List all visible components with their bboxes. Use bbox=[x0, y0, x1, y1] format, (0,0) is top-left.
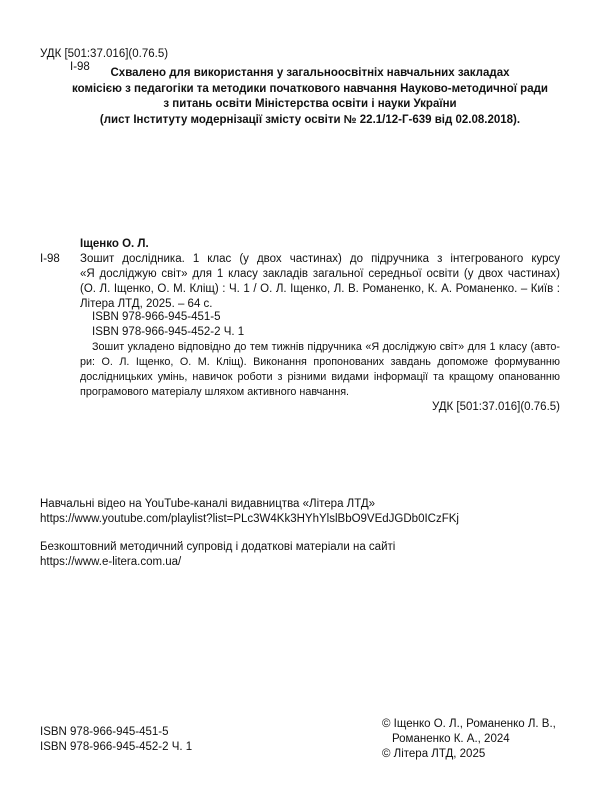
record-annotation bbox=[80, 340, 560, 400]
approval-statement bbox=[40, 66, 580, 128]
approval-line: (лист Інституту модернізації змісту освіти № 22.1/12-Г-639 від 02.08.2018). bbox=[99, 113, 521, 126]
footer-isbn: ISBN 978-966-945-451-5 bbox=[40, 726, 169, 738]
record-isbn-list bbox=[92, 310, 244, 340]
record-line: Літера ЛТД, 2025. – 64 с. bbox=[80, 298, 213, 310]
approval-line: комісією з педагогіки та методики початкового навчання Науково-методичної ради bbox=[72, 82, 548, 95]
bbk-index: І-98 bbox=[70, 61, 90, 73]
approval-line: з питань освіти Міністерства освіти і науки України bbox=[163, 98, 457, 110]
record-udk: УДК [501:37.016](0.76.5) bbox=[431, 401, 560, 413]
copyright-line: Романенко К. А., 2024 bbox=[392, 733, 510, 745]
footer-isbn: ISBN 978-966-945-452-2 Ч. 1 bbox=[40, 741, 193, 753]
copyright-line: © Літера ЛТД, 2025 bbox=[382, 748, 486, 760]
site-url[interactable]: https://www.e-litera.com.ua/ bbox=[40, 556, 182, 568]
annotation-line: Зошит укладено відповідно до тем тижнів підручника «Я досліджую світ» для 1 класу (авто- bbox=[92, 341, 560, 353]
annotation-line: дослідницьких умінь, навичок роботи з різними видами інформації та кращому опанованню bbox=[80, 371, 560, 383]
annotation-line: програмового матеріалу шляхом активного навчання. bbox=[80, 386, 350, 398]
record-isbn: ISBN 978-966-945-452-2 Ч. 1 bbox=[92, 326, 245, 338]
record-isbn: ISBN 978-966-945-451-5 bbox=[92, 311, 221, 323]
copyright-block bbox=[382, 717, 556, 762]
video-label: Навчальні відео на YouTube-каналі видавництва «Літера ЛТД» bbox=[40, 498, 376, 510]
record-author: Іщенко О. Л. bbox=[80, 238, 149, 250]
record-line: (О. Л. Іщенко, О. М. Кліщ) : Ч. 1 / О. Л. Іщенко, Л. В. Романенко, К. А. Романенко. – Київ : bbox=[80, 283, 560, 295]
approval-line: Схвалено для використання у загальноосвітніх навчальних закладах bbox=[110, 67, 510, 79]
footer-isbn-list bbox=[40, 725, 192, 755]
record-index: І-98 bbox=[40, 253, 60, 265]
udk-code: УДК [501:37.016](0.76.5) bbox=[40, 48, 169, 60]
record-description bbox=[80, 252, 560, 312]
record-line: Зошит дослідника. 1 клас (у двох частинах) до підручника з інтегрованого курсу bbox=[80, 253, 560, 265]
record-line: «Я досліджую світ» для 1 класу закладів загальної середньої освіти (у двох частинах) bbox=[80, 268, 560, 280]
annotation-line: ри: О. Л. Іщенко, О. М. Кліщ). Виконання пропонованих завдань допоможе формуванню bbox=[80, 356, 560, 368]
video-url[interactable]: https://www.youtube.com/playlist?list=PLc3W4Kk3HYhYlslBbO9VEdJGDb0ICzFKj bbox=[40, 513, 459, 525]
site-label: Безкоштовний методичний супровід і додаткові матеріали на сайті bbox=[40, 541, 396, 553]
copyright-line: © Іщенко О. Л., Романенко Л. В., bbox=[382, 718, 556, 730]
